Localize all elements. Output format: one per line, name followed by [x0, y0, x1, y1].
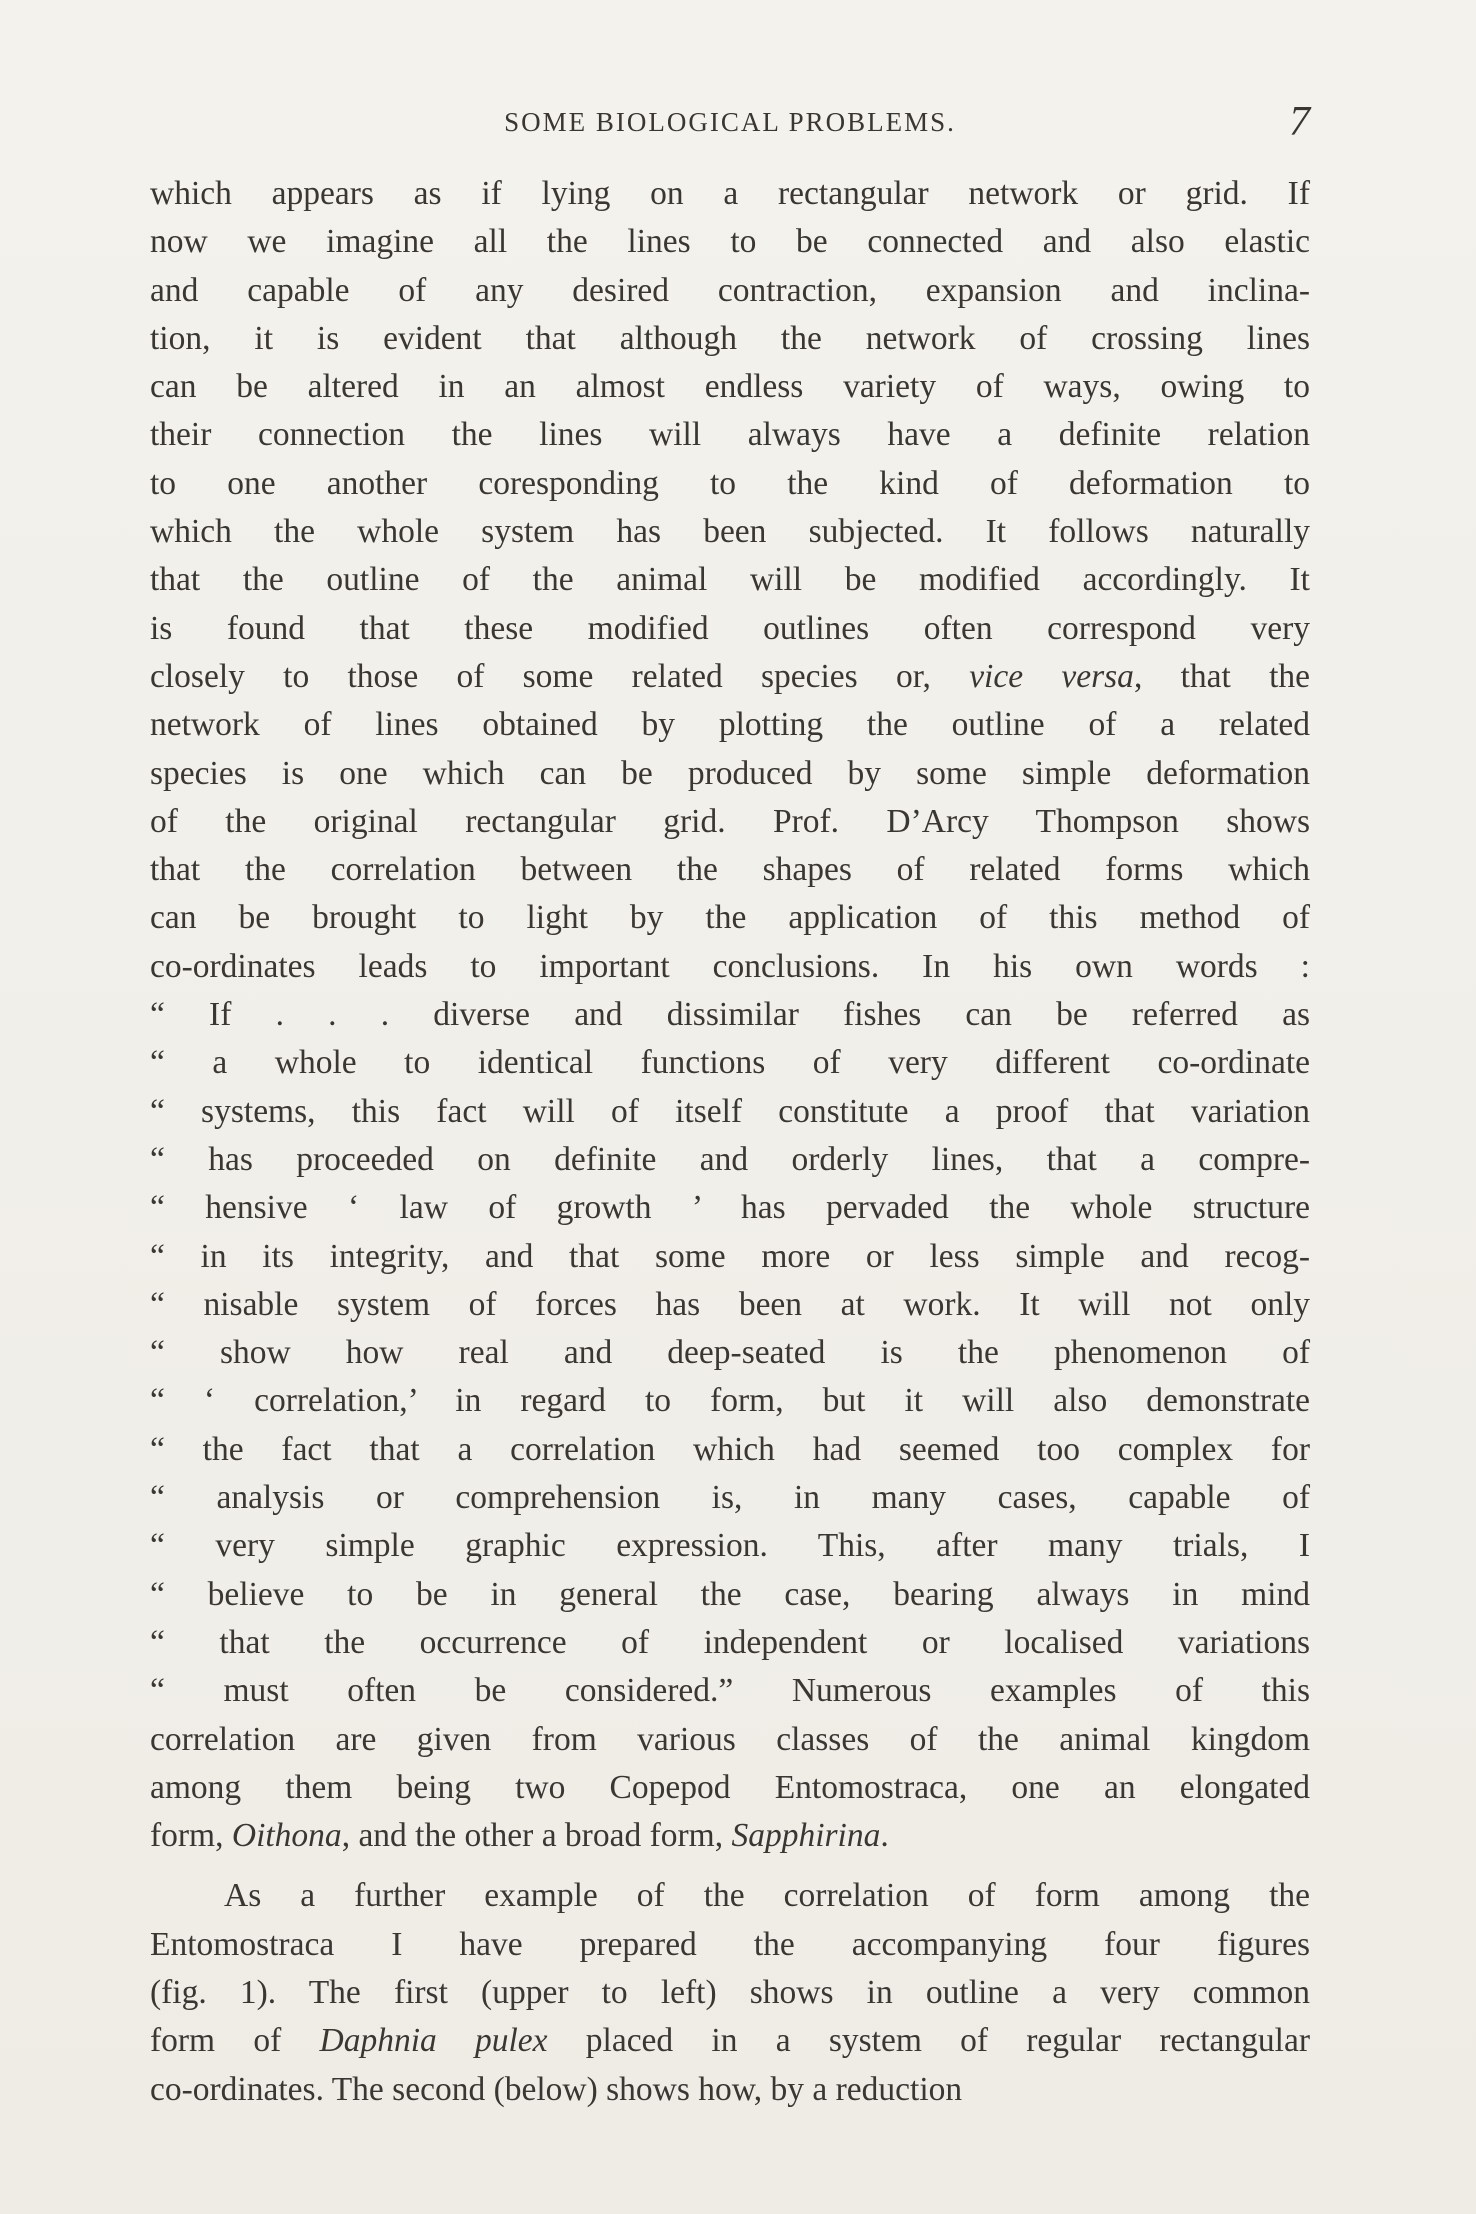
text-segment: Entomostraca I have prepared the accompanying four figures: [150, 1925, 1310, 1963]
italic-text: Daphnia pulex: [319, 2022, 548, 2060]
text-segment: is found that these modified outlines often correspond very: [150, 609, 1310, 647]
italic-text: Sapphirina: [731, 1817, 881, 1855]
text-segment: “ that the occurrence of independent or localised variations: [150, 1623, 1310, 1661]
text-line: [150, 1474, 1310, 1522]
text-line: [150, 411, 1310, 459]
text-line: [150, 1667, 1310, 1715]
text-segment: “ If . . . diverse and dissimilar fishes can be referred as: [150, 996, 1310, 1034]
text-segment: “ show how real and deep-seated is the phenomenon of: [150, 1334, 1310, 1372]
page-number: 7: [1289, 99, 1310, 145]
text-segment: “ the fact that a correlation which had seemed too complex for: [150, 1430, 1310, 1468]
text-line: [150, 701, 1310, 749]
italic-text: vice versa: [969, 657, 1134, 695]
text-segment: closely to those of some related species or,: [150, 657, 970, 695]
text-segment: and capable of any desired contraction, expansion and inclina-: [150, 271, 1310, 309]
text-line: [150, 1522, 1310, 1570]
text-line: [150, 363, 1310, 411]
text-segment: “ ‘ correlation,’ in regard to form, but it will also demonstrate: [150, 1382, 1310, 1420]
text-segment: “ a whole to identical functions of very different co-ordinate: [150, 1044, 1310, 1082]
text-line: [150, 1233, 1310, 1281]
text-segment: that the outline of the animal will be modified accordingly. It: [150, 561, 1310, 599]
text-segment: As a further example of the correlation of form among the: [224, 1877, 1310, 1915]
text-line: [150, 846, 1310, 894]
text-segment: to one another coresponding to the kind of deformation to: [150, 464, 1310, 502]
text-line: [150, 267, 1310, 315]
text-segment: “ very simple graphic expression. This, after many trials, I: [150, 1527, 1310, 1565]
text-line: [150, 1872, 1310, 1920]
text-line: [150, 1281, 1310, 1329]
text-segment: (fig. 1). The first (upper to left) shows in outline a very common: [150, 1973, 1310, 2011]
text-segment: “ believe to be in general the case, bearing always in mind: [150, 1575, 1310, 1613]
text-segment: that the correlation between the shapes of related forms which: [150, 851, 1310, 889]
text-line: [150, 1921, 1310, 1969]
text-segment: “ hensive ‘ law of growth ’ has pervaded the whole structure: [150, 1189, 1310, 1227]
text-segment: which appears as if lying on a rectangular network or grid. If: [150, 175, 1310, 212]
text-line: [150, 1088, 1310, 1136]
text-segment: can be brought to light by the application of this method of: [150, 899, 1310, 937]
text-segment: correlation are given from various classes of the animal kingdom: [150, 1720, 1310, 1758]
text-line: [150, 1136, 1310, 1184]
text-line: [150, 508, 1310, 556]
text-segment: placed in a system of regular rectangular: [547, 2022, 1310, 2060]
text-line: [150, 1039, 1310, 1087]
text-line: [150, 991, 1310, 1039]
text-line: [150, 1329, 1310, 1377]
body-text: [150, 170, 1310, 2114]
text-segment: network of lines obtained by plotting the outline of a related: [150, 706, 1310, 744]
text-segment: , and the other a broad form,: [341, 1817, 732, 1855]
text-segment: co-ordinates. The second (below) shows how, by a reduction: [150, 2070, 963, 2108]
text-segment: “ analysis or comprehension is, in many cases, capable of: [150, 1479, 1310, 1517]
text-line: [150, 218, 1310, 266]
text-line: [150, 894, 1310, 942]
text-line: [150, 315, 1310, 363]
text-line: [150, 605, 1310, 653]
text-segment: can be altered in an almost endless variety of ways, owing to: [150, 368, 1310, 406]
text-segment: co-ordinates leads to important conclusions. In his own words :: [150, 947, 1310, 985]
text-segment: , that the: [1133, 657, 1310, 695]
text-line: [150, 750, 1310, 798]
text-line: [150, 556, 1310, 604]
text-line: [150, 1426, 1310, 1474]
text-line: [150, 2066, 1310, 2114]
text-segment: form,: [150, 1817, 232, 1855]
paragraph: [150, 1872, 1310, 2113]
text-line: [150, 1764, 1310, 1812]
running-head: [150, 99, 1310, 145]
text-line: [150, 1716, 1310, 1764]
text-line: [150, 2017, 1310, 2065]
italic-text: Oithona: [231, 1817, 342, 1855]
text-line: [150, 1619, 1310, 1667]
text-line: [150, 943, 1310, 991]
text-segment: species is one which can be produced by some simple deformation: [150, 754, 1310, 792]
text-segment: of the original rectangular grid. Prof. D’Arcy Thompson shows: [150, 802, 1310, 840]
text-line: [150, 170, 1310, 218]
paragraph: [150, 170, 1310, 1860]
text-segment: .: [880, 1817, 889, 1855]
text-line: [150, 1571, 1310, 1619]
text-line: [150, 1969, 1310, 2017]
text-line: [150, 798, 1310, 846]
text-segment: “ in its integrity, and that some more or less simple and recog-: [150, 1237, 1310, 1275]
text-segment: form of: [150, 2022, 320, 2060]
text-segment: “ has proceeded on definite and orderly lines, that a compre-: [150, 1140, 1310, 1178]
text-line: [150, 460, 1310, 508]
text-line: [150, 1812, 1310, 1860]
text-segment: which the whole system has been subjected. It follows naturally: [150, 513, 1310, 551]
text-segment: now we imagine all the lines to be connected and also elastic: [150, 223, 1310, 261]
text-segment: among them being two Copepod Entomostraca, one an elongated: [150, 1768, 1310, 1806]
text-segment: “ systems, this fact will of itself constitute a proof that variation: [150, 1092, 1310, 1130]
text-segment: their connection the lines will always have a definite relation: [150, 416, 1310, 454]
text-segment: tion, it is evident that although the network of crossing lines: [150, 319, 1310, 357]
text-line: [150, 653, 1310, 701]
running-title: SOME BIOLOGICAL PROBLEMS.: [504, 107, 956, 137]
text-line: [150, 1184, 1310, 1232]
text-line: [150, 1377, 1310, 1425]
text-segment: “ nisable system of forces has been at work. It will not only: [150, 1285, 1310, 1323]
text-segment: “ must often be considered.” Numerous examples of this: [150, 1672, 1310, 1710]
